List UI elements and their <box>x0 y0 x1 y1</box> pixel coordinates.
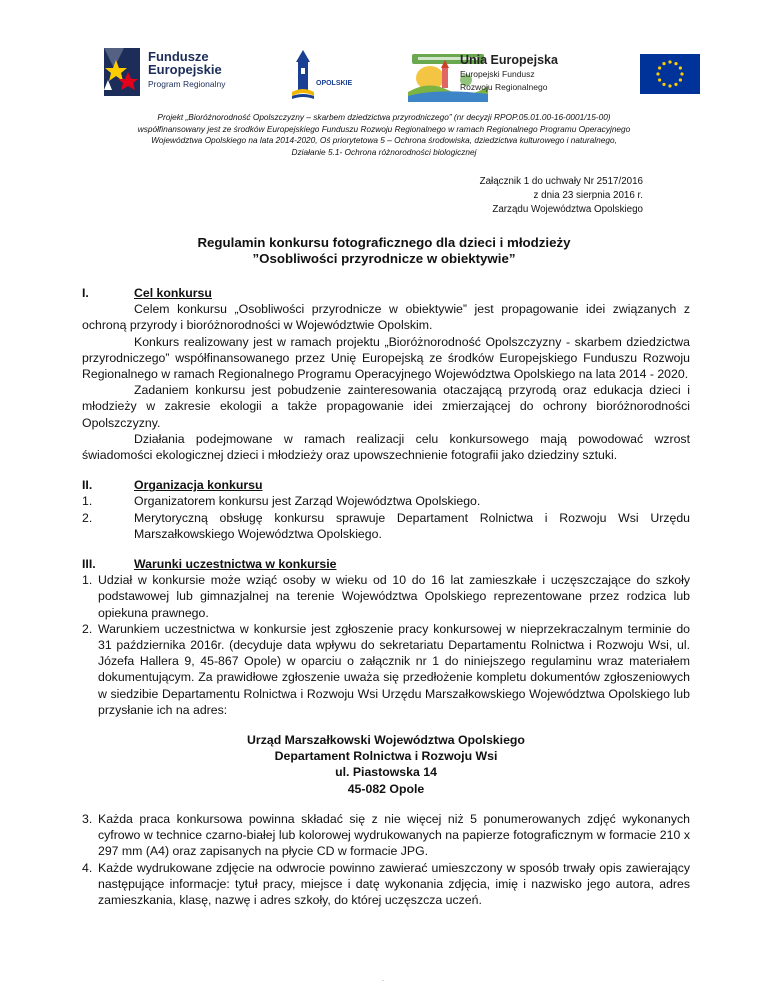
opolskie-tower-icon <box>290 48 380 102</box>
paragraph: Działania podejmowane w ramach realizacji celu konkursowego mają powodować wzrost świadomości ekologicznej dzieci i młodzieży oraz upowszechnienie fotografii jako dziedziny sztuki. <box>82 431 690 463</box>
project-line: Działanie 5.1- Ochrona różnorodności biologicznej <box>291 146 477 157</box>
address-line: 45-082 Opole <box>347 781 425 796</box>
section-title: Organizacja konkursu <box>134 478 263 493</box>
section-title: Warunki uczestnictwa w konkursie <box>134 557 337 572</box>
paragraph: Zadaniem konkursu jest pobudzenie zainteresowania otaczającą przyrodą oraz edukacja dzieci i młodzieży w zakresie ekologii a także propagowanie idei zmierzającej do ochrony bioróżnorodności Opolszczyzny. <box>82 383 690 430</box>
annex-line: z dnia 23 sierpnia 2016 r. <box>533 189 643 201</box>
section-heading <box>82 285 690 301</box>
annex-line: Załącznik 1 do uchwały Nr 2517/2016 <box>479 176 643 187</box>
mailing-address <box>82 732 690 797</box>
annex-reference <box>423 175 643 216</box>
fundusze-europejskie-mark-icon <box>100 46 144 98</box>
unia-europejska-logo <box>460 54 700 104</box>
project-line: Województwa Opolskiego na lata 2014-2020, Oś priorytetowa 5 – Ochrona środowiska, dziedzictwa kulturowego i naturalnego, <box>151 135 617 146</box>
item-number: 2. <box>82 621 93 636</box>
item-number: 1. <box>82 494 93 509</box>
document-title <box>60 235 708 267</box>
item-number: 3. <box>82 811 93 826</box>
item-text: Udział w konkursie może wziąć osoby w wieku od 10 do 16 lat zamieszkałe i uczęszczające do szkoły podstawowej lub gimnazjalnej na terenie Województwa Opolskiego reprezentowane przez rodzica lub opiekuna prawnego. <box>98 573 690 620</box>
item-number: 1. <box>82 573 93 588</box>
item-text: Każda praca konkursowa powinna składać się z nie więcej niż 5 ponumerowanych zdjęć wykonanych cyfrowo w technice czarno-białej lub kolorowej wydrukowanych na papierze fotograficznym w formacie 210 x 297 mm (A4) oraz zapisanych na płycie CD w formacie JPG. <box>98 811 690 859</box>
annex-line: Zarządu Województwa Opolskiego <box>492 203 643 215</box>
opolskie-label: OPOLSKIE <box>316 80 353 87</box>
section-number: III. <box>82 557 96 572</box>
list-item <box>82 572 690 621</box>
address-line: ul. Piastowska 14 <box>335 765 437 780</box>
eu-line3: Rozwoju Regionalnego <box>460 82 548 92</box>
opolskie-logo <box>290 48 380 102</box>
fe-line3: Program Regionalny <box>148 79 226 89</box>
eu-line1: Unia Europejska <box>460 53 558 67</box>
section-number: I. <box>82 286 89 300</box>
title-line: Regulamin konkursu fotograficznego dla dzieci i młodzieży <box>197 235 571 250</box>
list-item <box>82 493 690 509</box>
section-number: II. <box>82 478 93 493</box>
fe-line2: Europejskie <box>148 62 222 77</box>
list-item <box>82 510 690 542</box>
list-item <box>82 621 690 718</box>
eu-line2: Europejski Fundusz <box>460 69 535 79</box>
item-number: 4. <box>82 860 93 875</box>
section-heading <box>82 556 690 572</box>
address-line: Urząd Marszałkowski Województwa Opolskiego <box>247 733 525 748</box>
page-footer-mark: - <box>382 978 384 984</box>
fe-line1: Fundusze <box>148 49 209 64</box>
paragraph: Konkurs realizowany jest w ramach projektu „Bioróżnorodność Opolszczyzny - skarbem dziedzictwa przyrodniczego” współfinansowanego przez Unię Europejską ze środków Europejskiego Funduszu Rozwoju Regionalnego w ramach Regionalnego Programu Operacyjnego Województwa Opolskiego na lata 2014 - 2020. <box>82 334 690 382</box>
item-text: Warunkiem uczestnictwa w konkursie jest zgłoszenie pracy konkursowej w nieprzekraczalnym terminie do 31 października 2016r. (decyduje data wpływu do sekretariatu Departamentu Rolnictwa i Rozwoju Wsi, ul. Józefa Hallera 9, 45-867 Opole) w oparciu o załącznik nr 1 do niniejszego regulaminu wraz materiałem dokumentującym. Za prawidłowe zgłoszenie uważa się przedłożenie kompletu dokumentów zgłoszeniowych w siedzibie Departamentu Rolnictwa i Rozwoju Wsi Urzędu Marszałkowskiego Województwa Opolskiego lub przysłanie ich na adres: <box>98 621 690 717</box>
logo-strip <box>100 36 700 106</box>
document-body <box>82 285 690 908</box>
item-number: 2. <box>82 510 93 525</box>
address-line: Departament Rolnictwa i Rozwoju Wsi <box>274 749 498 764</box>
item-text: Organizatorem konkursu jest Zarząd Województwa Opolskiego. <box>134 494 481 509</box>
fundusze-europejskie-logo <box>100 46 230 101</box>
item-text: Każde wydrukowane zdjęcie na odwrocie powinno zawierać umieszczony w sposób trwały opis zawierający następujące informacje: tytuł pracy, miejsce i datę wykonania zdjęcia, imię i nazwisko jego autora, adres zamieszkania, klasę, nazwę i adres szkoły, do której uczęszcza uczeń. <box>98 860 690 907</box>
item-text: Merytoryczną obsługę konkursu sprawuje Departament Rolnictwa i Rozwoju Wsi Urzędu Marszałkowskiego Województwa Opolskiego. <box>134 510 690 541</box>
paragraph: Celem konkursu „Osobliwości przyrodnicze w obiektywie” jest propagowanie idei związanych z ochroną przyrody i bioróżnorodności w Województwie Opolskim. <box>82 302 690 333</box>
title-line: ”Osobliwości przyrodnicze w obiektywie” <box>252 251 516 266</box>
eu-flag-icon <box>640 54 700 94</box>
list-item <box>82 860 690 909</box>
project-info <box>60 112 708 158</box>
project-line: Projekt „Bioróżnorodność Opolszczyzny – skarbem dziedzictwa przyrodniczego” (nr decyzji RPOP.05.01.00-16-0001/15-00) <box>157 112 611 122</box>
list-item <box>82 811 690 860</box>
section-title: Cel konkursu <box>134 286 212 300</box>
section-heading <box>82 477 690 493</box>
project-line: współfinansowany jest ze środków Europejskiego Funduszu Rozwoju Regionalnego w ramach Regionalnego Programu Operacyjnego <box>137 123 631 134</box>
